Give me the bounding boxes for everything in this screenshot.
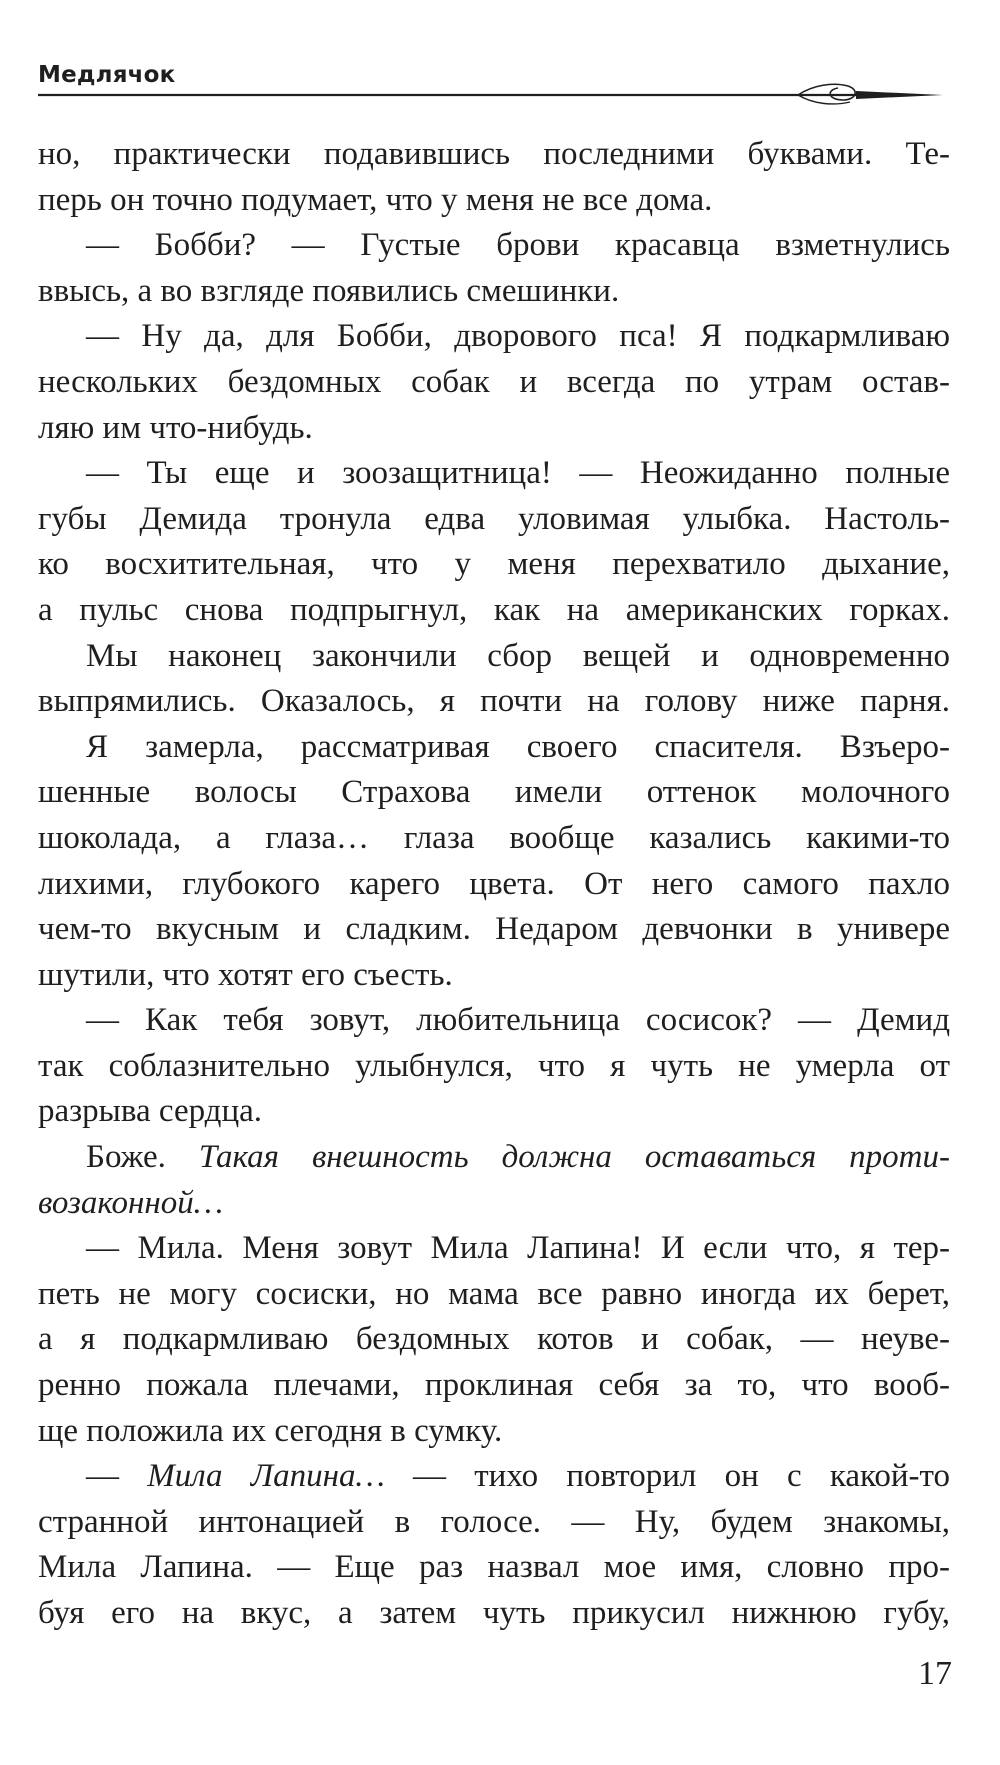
text-line: перь он точно подумает, что у меня не все дома. [38, 181, 713, 218]
text-line: — Как тебя зовут, любительница сосисок? — Демид [86, 1002, 950, 1039]
flourish-rule-icon [38, 80, 958, 120]
text-line: губы Демида тронула едва уловимая улыбка. Настоль- [38, 500, 950, 537]
text-line: а я подкармливаю бездомных котов и собак, — неуве- [38, 1321, 950, 1358]
page-number: 17 [918, 1655, 952, 1692]
text-line: — Ну да, для Бобби, дворового пса! Я подкармливаю [86, 318, 950, 355]
text-line: ренно пожала плечами, проклиная себя за то, что вооб- [38, 1367, 950, 1404]
text-line: а пульс снова подпрыгнул, как на американских горках. [38, 591, 950, 628]
text-line: ко восхитительная, что у меня перехватило дыхание, [38, 546, 950, 583]
text-line: Мила Лапина. — Еще раз назвал мое имя, словно про- [38, 1549, 950, 1586]
text-line: нескольких бездомных собак и всегда по утрам остав- [38, 363, 950, 400]
text-line: чем-то вкусным и сладким. Недаром девчонки в универе [38, 911, 950, 948]
text-line: странной интонацией в голосе. — Ну, будем знакомы, [38, 1503, 950, 1540]
text-line: Мы наконец закончили сбор вещей и одновременно [86, 637, 950, 674]
text-line: — Бобби? — Густые брови красавца взметнулись [86, 227, 950, 264]
text-line: так соблазнительно улыбнулся, что я чуть не умерла от [38, 1047, 950, 1084]
text-line: лихими, глубокого карего цвета. От него самого пахло [38, 865, 950, 902]
text-line: Я замерла, рассматривая своего спасителя. Взъеро- [86, 728, 950, 765]
text-line: выпрямились. Оказалось, я почти на голову ниже парня. [38, 683, 950, 720]
text-line: петь не могу сосиски, но мама все равно иногда их берет, [38, 1275, 950, 1312]
text-line: возаконной… [38, 1184, 224, 1221]
text-line: ляю им что-нибудь. [38, 409, 313, 446]
text-line: — Ты еще и зоозащитница! — Неожиданно полные [86, 455, 950, 492]
text-line: разрыва сердца. [38, 1093, 263, 1130]
text-line: Боже. Такая внешность должна оставаться проти- [86, 1139, 950, 1176]
text-line: ввысь, а во взгляде появились смешинки. [38, 272, 620, 309]
text-line: шутили, что хотят его съесть. [38, 956, 453, 993]
running-title: Медлячок [38, 62, 176, 88]
text-line: — Мила Лапина… — тихо повторил он с какой-то [86, 1458, 950, 1495]
body-text [38, 132, 950, 1637]
text-line: но, практически подавившись последними буквами. Те- [38, 136, 950, 172]
text-line: ще положила их сегодня в сумку. [38, 1412, 503, 1449]
text-line: буя его на вкус, а затем чуть прикусил нижнюю губу, [38, 1595, 950, 1631]
text-line: шенные волосы Страхова имели оттенок молочного [38, 774, 950, 811]
text-line: — Мила. Меня зовут Мила Лапина! И если что, я тер- [86, 1230, 950, 1267]
text-line: шоколада, а глаза… глаза вообще казались какими-то [38, 819, 950, 856]
